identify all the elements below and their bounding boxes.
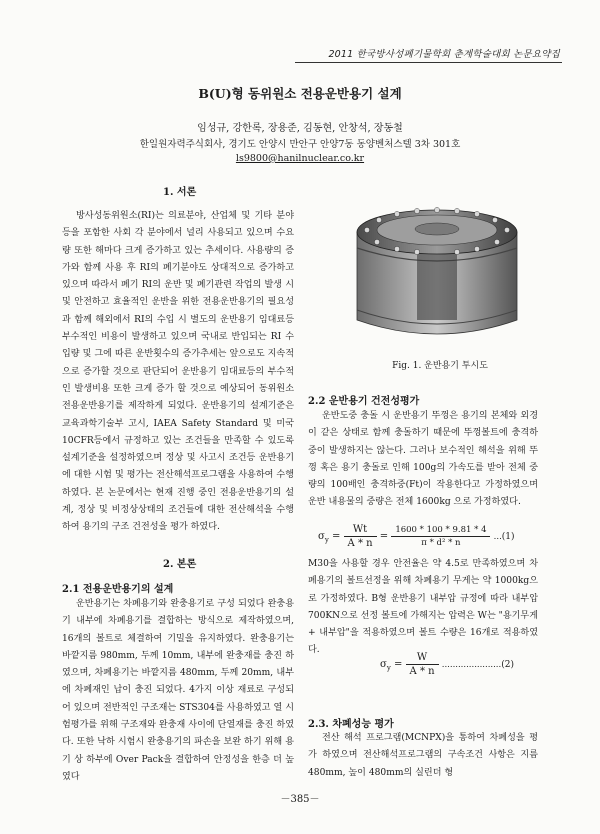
affiliation: 한일원자력주식회사, 경기도 안양시 만안구 안양7동 동양벤처스텔 3차 301호: [139, 139, 461, 150]
formula-2: $\sigma_y$ = $\frac{W}{A * n}$ ......................(2): [380, 652, 514, 677]
section-2-2-paragraph: 운반도중 충돌 시 운반용기 뚜껑은 용기의 본체와 외경이 같은 상태로 함께 충돌하기 때문에 뚜껑볼트에 충격하중이 발생하지는 않는다. 그러나 보수적인 해석을 위해 뚜껑 혹은 용기 충돌로 인해 100g의 가속도를 받아 전체 중량의 100배인 충격하중(Ft)이 작용한다고 가정하였으며 운반 내용물의 중량은 전체 1600kg 으로 가정하였다.: [308, 411, 538, 508]
email-link[interactable]: ls9800@hanilnuclear.co.kr: [235, 153, 365, 164]
section-2-1-paragraph: 운반용기는 차폐용기와 완충용기로 구성 되었다 완충용기 내부에 차폐용기를 결합하는 방식으로 제작하였으며, 16개의 볼트로 체결하여 기밀을 유지하였다. 완충용기는 바깥지름 980mm, 두께 10mm, 내부에 완충재를 충진 하였으며, 차폐용기는 바깥지름 480mm, 두께 20mm, 내부에 차폐재인 납이 충진 되었다. 4가지 이상 재료로 구성되어 있으며 전반적인 구조재는 STS304를 사용하였고 열 시험평가를 위해 구조재와 완충재 사이에 단열재를 충진 하였다. 또한 낙하 시험시 완충용기의 파손을 보완 하기 위해 용기 상 하부에 Over Pack을 결합하여 안정성을 한층 더 높였다: [62, 599, 294, 782]
section-2-2-paragraph-2: M30을 사용할 경우 안전율은 약 4.5로 만족하였으며 차폐용기의 볼트선정을 위해 차폐용기 무게는 약 1000kg으로 가정하였다. B형 운반용기 내부압 규정에 따라 내부압 700KN으로 선정 볼트에 가해지는 압력은 W는 "용기무게 + 내부압"을 적용하였으며 볼트 수량은 16개로 적용하였다.: [308, 559, 538, 656]
section-2-2-heading: 2.2 운반용기 건전성평가: [308, 396, 420, 407]
journal-header: 2011 한국방사성폐기물학회 춘계학술대회 논문요약집: [328, 49, 560, 60]
figure-caption: Fig. 1. 운반용기 투시도: [392, 361, 488, 371]
contact-email: [0, 153, 600, 164]
container-perspective-figure: [337, 190, 537, 350]
page-number: －385－: [280, 794, 320, 805]
paper-title: B(U)형 동위원소 전용운반용기 설계: [198, 86, 402, 101]
section-2-3-paragraph: 전산 해석 프로그램(MCNPX)을 통하여 차폐성을 평가 하였으며 전산해석프로그램의 구속조건 사항은 지름 480mm, 높이 480mm의 실린더 형: [308, 733, 538, 778]
author-list: 임성규, 강한록, 장용준, 김동현, 안창석, 장동철: [197, 123, 403, 134]
section-2-1-heading: 2.1 전용운반용기의 설계: [62, 584, 174, 595]
header-rule: [295, 62, 562, 63]
intro-paragraph: 방사성동위원소(RI)는 의료분야, 산업체 및 기타 분야등을 포함한 사회 각 분야에서 널리 사용되고 있으며 수요량 또한 해마다 크게 증가하고 있는 추세이다. 사용량의 증가와 함께 사용 후 RI의 폐기분야도 상대적으로 증가하고 있으며 따라서 폐기 RI의 운반 및 폐기관련 작업의 발생 시 및 안전하고 효율적인 운반을 위한 전용운반용기의 필요성과 함께 해외에서 RI의 수입 시 별도의 운반용기 임대료등 부수적인 비용이 발생하고 있으며 국내로 반입되는 RI 수입량 및 그에 따른 운반횟수의 증가추세는 앞으로도 지속적으로 증가할 것으로 판단되어 운반용기 임대료등의 부수적인 발생비용 또한 크게 증가 할 것으로 예상되어 동위원소 전용운반용기를 제작하게 되었다. 운반용기의 설계기준은 교육과학기술부 고시, IAEA Safety Standard 및 미국 10CFR등에서 규정하고 있는 조건들을 만족할 수 있도록 설계기준을 설정하였으며 정상 및 사고시 조건등 운반용기에 대한 시험 및 평가는 전산해석프로그램을 사용하여 수행하였다. 본 논문에서는 현재 진행 중인 전용운반용기의 설계, 정상 및 비정상상태의 조건들에 대한 전산해석을 수행하여 용기의 구조 건전성을 평가 하였다.: [62, 211, 294, 533]
body-heading: 2. 본론: [163, 559, 197, 570]
intro-heading: 1. 서론: [163, 187, 197, 198]
section-2-3-heading: 2.3. 차폐성능 평가: [308, 719, 394, 730]
formula-1: $\sigma_y$ = $\frac{Wt}{A * n}$ = $\frac{1600 * 100 * 9.81 * 4}{\text{π * d² * n}}$ ...(1): [318, 524, 515, 549]
